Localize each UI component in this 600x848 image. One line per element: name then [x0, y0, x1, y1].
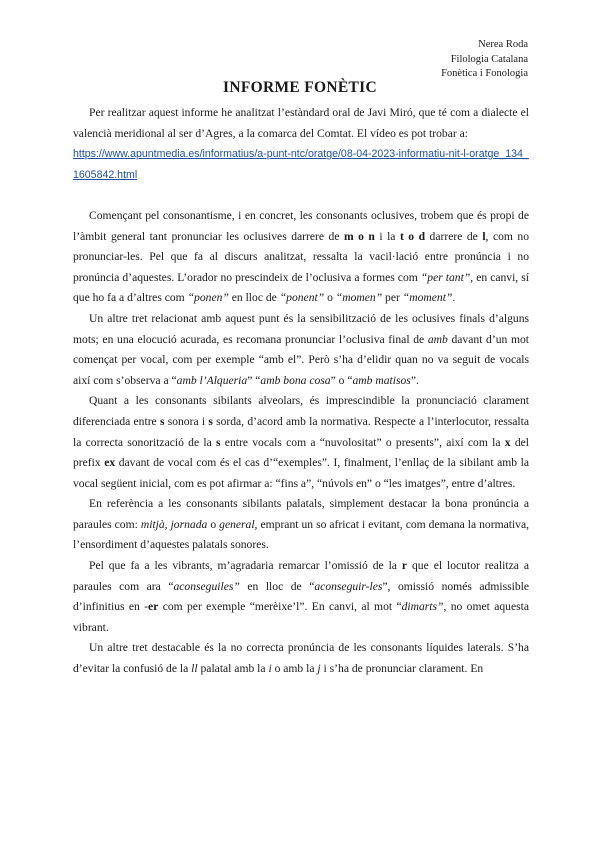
paragraph-intro: Per realitzar aquest informe he analitzat l’estàndard oral de Javi Miró, que té com a dialecte el valencià meridional al ser d’Agres, a la comarca del Comtat. El vídeo es pot trobar a:: [73, 106, 529, 140]
department-name: Filologia Catalana: [450, 53, 528, 65]
paragraph-alveolar-sibilants: Quant a les consonants sibilants alveolars, és imprescindible la pronunciació clarament diferenciada entre s sonora i s sorda, d’acord amb la normativa. Respecte a l’interlocutor, ressalta la correcta sonorització de la s entre vocals com a “nuvolositat” o presents”, així com la x del prefix ex davant de vocal com és el cas d’“exemples”. I, finalment, l’enllaç de la sibilant amb la vocal següent inicial, com es pot afirmar a: “fins a”, “núvols en” o “les imatges”, entre d’altres.: [73, 394, 529, 490]
paragraph-final-occlusives: Un altre tret relacionat amb aquest punt és la sensibilització de les oclusives finals d’alguns mots; en una elocució acurada, es recomana pronunciar l’oclusiva final de amb davant d’un mot començat per vocal, com per exemple “amb el”. Però s’ha d’elidir quan no va seguit de vocals així com s’observa a “amb l’Alqueria” “amb bona cosa” o “amb matisos”.: [73, 311, 529, 387]
paragraph-gap: [73, 185, 529, 206]
document-header: [441, 38, 528, 82]
video-link-paragraph: [73, 144, 529, 185]
paragraph-vibrants: Pel que fa a les vibrants, m’agradaria remarcar l’omissió de la r que el locutor realitza a paraules com ara “aconseguiles” en lloc de “aconseguir-les”, omissió només admissible d’infinitius en -er com per exemple “merèixe’l”. En canvi, al mot “dimarts”, no omet aquesta vibrant.: [73, 559, 529, 634]
author-name: Nerea Roda: [478, 39, 528, 50]
video-link[interactable]: https://www.apuntmedia.es/informatius/a-punt-ntc/oratge/08-04-2023-informatiu-nit-l-oratge_134_1605842.html: [73, 148, 529, 181]
paragraph-laterals: Un altre tret destacable és la no correcta pronúncia de les consonants líquides laterals. S’ha d’evitar la confusió de la ll palatal amb la i o amb la j i s’ha de pronunciar clarament. En: [73, 641, 529, 676]
document-title: INFORME FONÈTIC: [223, 79, 377, 96]
course-name: Fonètica i Fonologia: [441, 68, 528, 79]
document-body: [73, 103, 529, 680]
paragraph-occlusives: Començant pel consonantisme, i en concret, les consonants oclusives, trobem que és propi de l’àmbit general tant pronunciar les oclusives darrere de m o n i la t o d darrere de l, com no pronunciar-les. Pel que fa al discurs analitzat, ressalta la vacil·lació entre pronúncia i no pronúncia d’aquestes. L’orador no prescindeix de l’oclusiva a formes com “per tant”, en canvi, sí que ho fa a d’altres com “ponen” en lloc de “ponent” o “momen” per “moment”.: [73, 208, 529, 305]
paragraph-palatal-sibilants: En referència a les consonants sibilants palatals, simplement destacar la bona pronúncia a paraules com: mitjà, jornada o general, emprant un so africat i evitant, com demana la normativa, l’ensordiment d’aquestes palatals sonores.: [73, 497, 530, 552]
